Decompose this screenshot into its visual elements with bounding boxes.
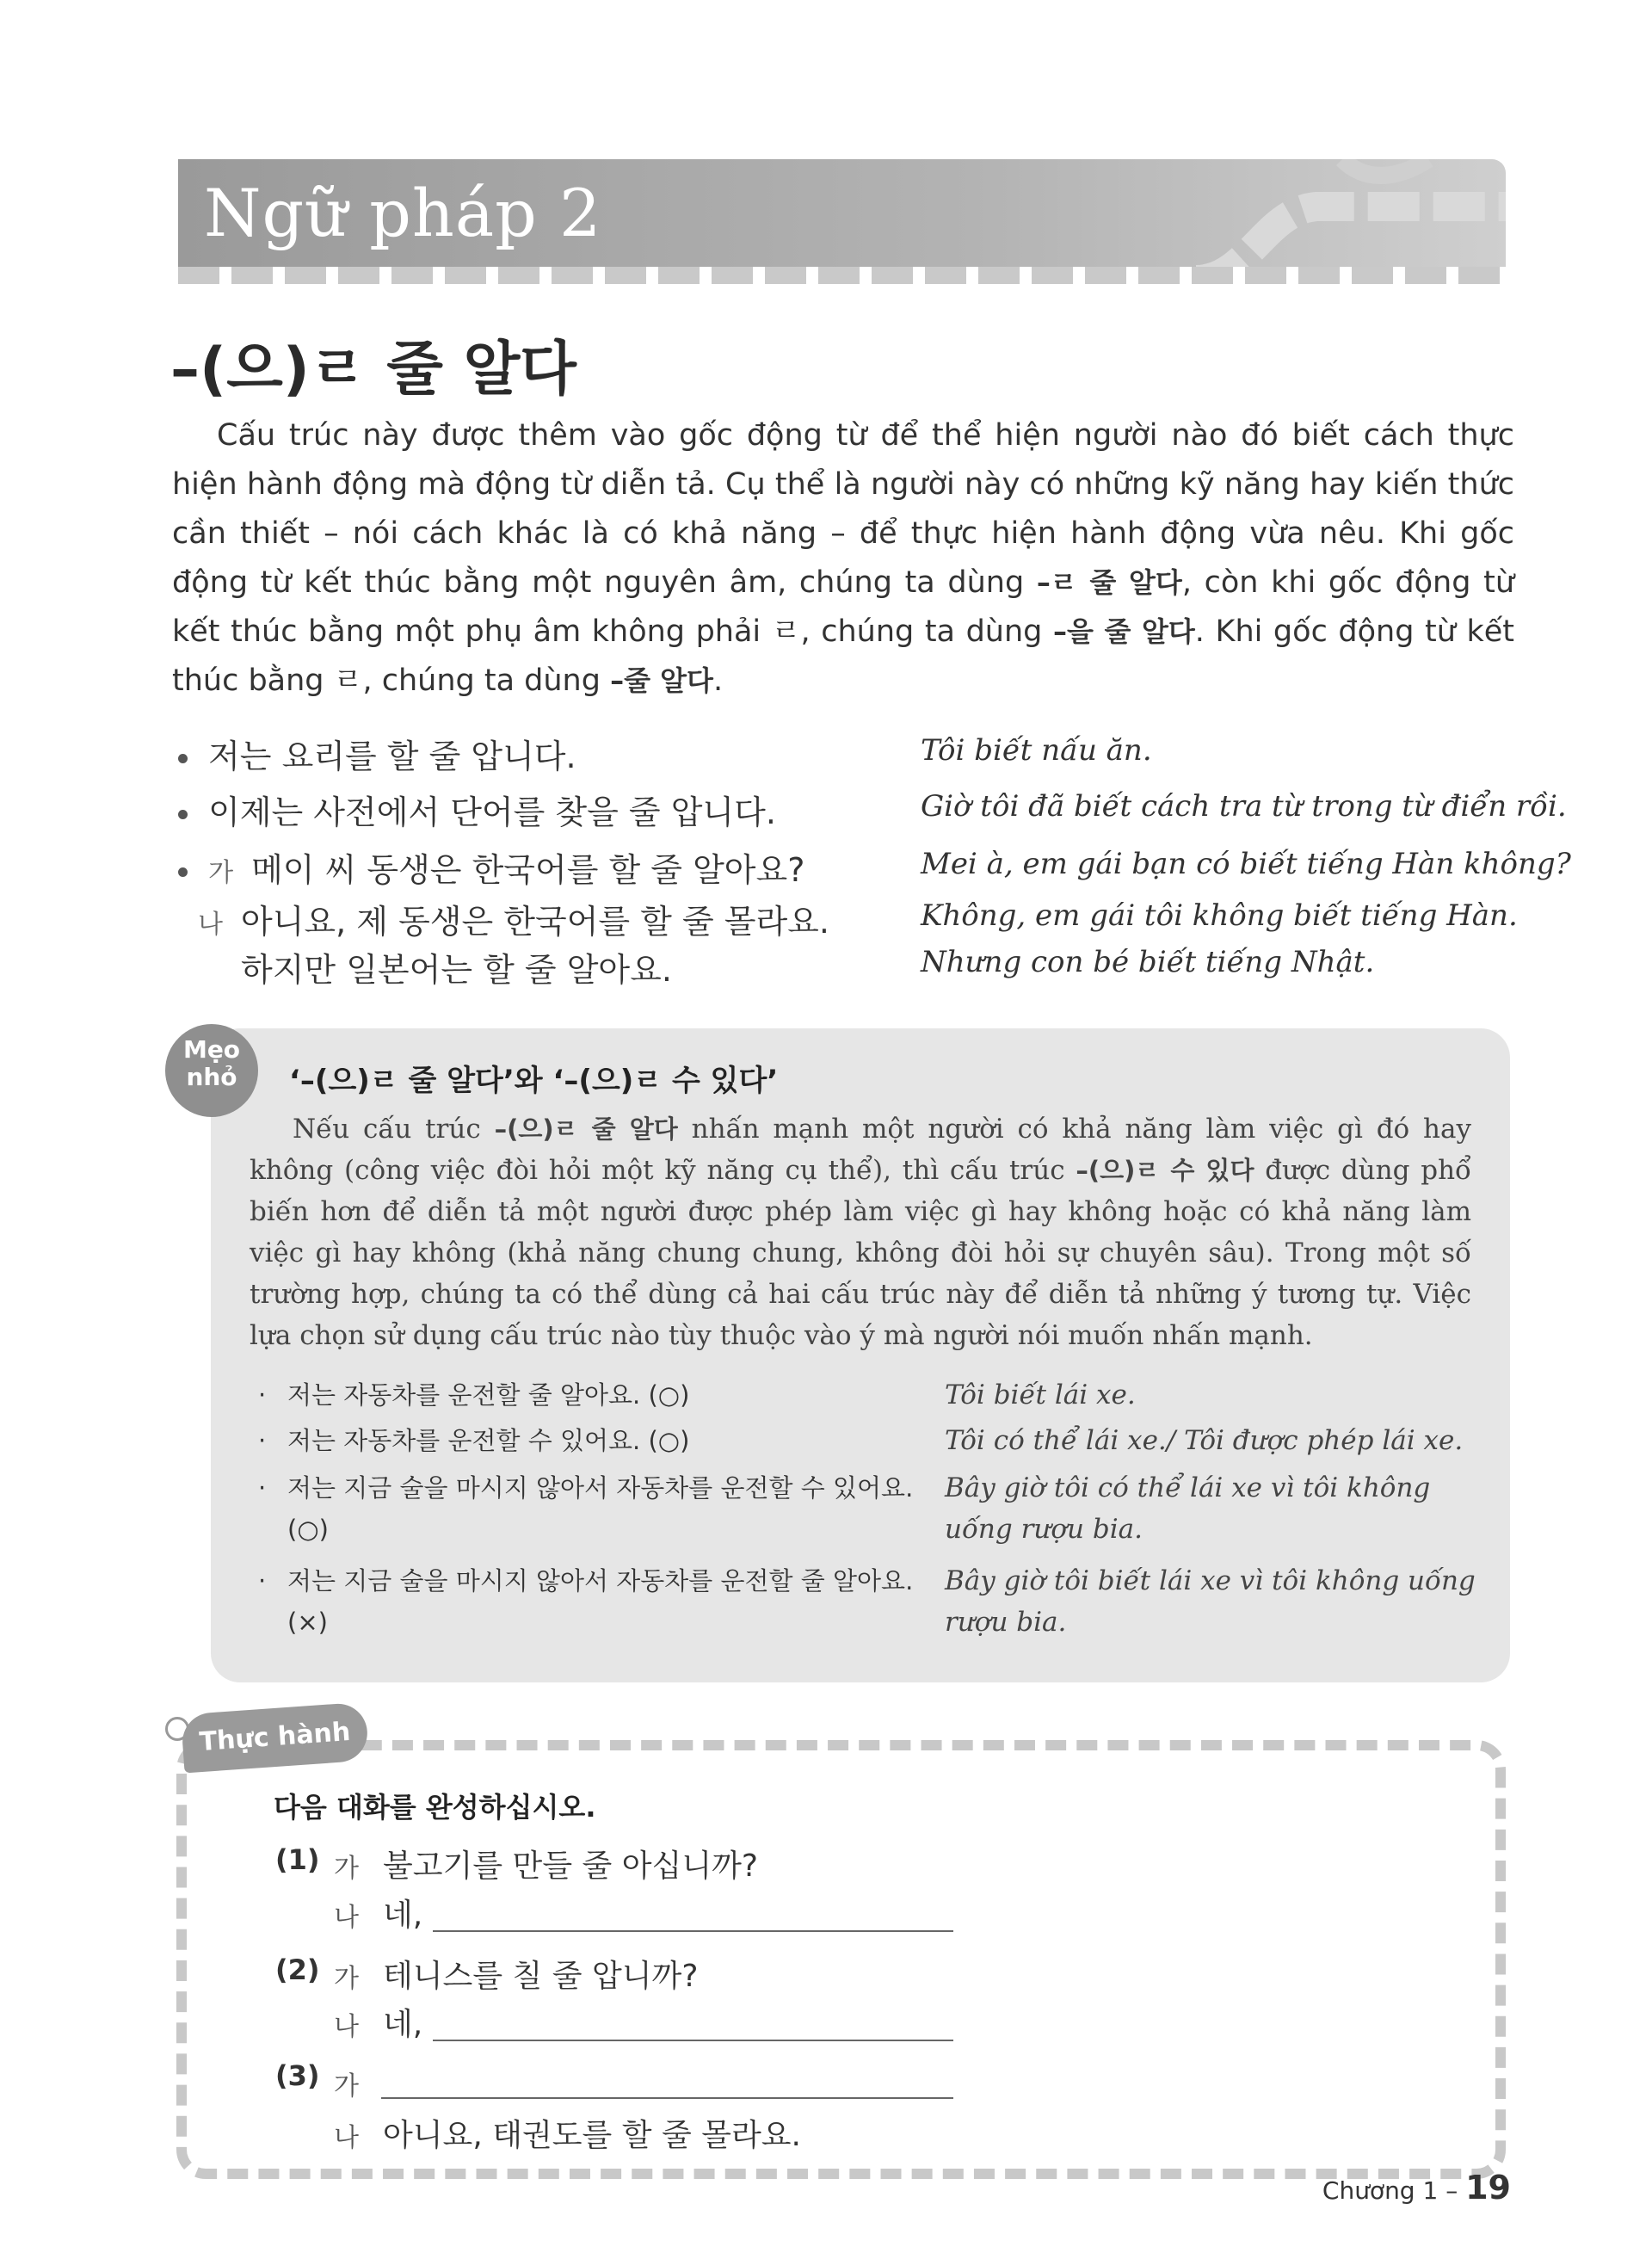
- question-blank[interactable]: [381, 2097, 953, 2099]
- example-ko: 저는 요리를 할 줄 압니다.: [208, 738, 576, 775]
- tip-example-3-translation: Bây giờ tôi có thể lái xe vì tôi không uống rượu bia.: [945, 1472, 1431, 1545]
- intro-text-3: . Khi gốc động từ kết thúc bằng ㄹ, chúng ta dùng: [172, 614, 1514, 698]
- example-3-translation: Mei à, em gái bạn có biết tiếng Hàn không?: [921, 847, 1571, 881]
- practice-answer-prefix: 네,: [383, 2007, 423, 2042]
- chapter-label: Chương 1 –: [1322, 2176, 1458, 2205]
- speaker-na: 나: [198, 910, 223, 940]
- example-1-translation: Tôi biết nấu ăn.: [921, 733, 1152, 768]
- speaker-ga: 가: [334, 2071, 359, 2102]
- section-banner: [178, 159, 1506, 284]
- example-4: [198, 895, 829, 942]
- tip-body-text-3: được dùng phổ biến hơn để diễn tả một người được phép làm việc gì hay không hoặc có khả năng làm việc gì hay không (khả năng chung chung, không đòi hỏi sự chuyên sâu). Trong một số trường hợp, chúng ta có thể dùng cả hai cấu trúc này để diễn tả những ý tương tự. Việc lựa chọn sử dụng cấu trúc nào tùy thuộc vào ý mà người nói muốn nhấn mạnh.: [250, 1155, 1472, 1351]
- section-title: Ngữ pháp 2: [204, 175, 602, 251]
- answer-blank[interactable]: [433, 2040, 953, 2041]
- example-ko: 아니요, 제 동생은 한국어를 할 줄 몰라요.: [241, 903, 829, 941]
- example-2-translation: Giờ tôi đã biết cách tra từ trong từ điển rồi.: [921, 789, 1567, 824]
- answer-blank[interactable]: [433, 1930, 953, 1932]
- tip-body-text-2: nhấn mạnh một người có khả năng làm việc gì đó hay không (công việc đòi hỏi một kỹ năng cụ thể), thì cấu trúc: [250, 1114, 1471, 1186]
- practice-question: 테니스를 칠 줄 압니까?: [383, 1959, 699, 1994]
- tip-example-3: · 저는 지금 술을 마시지 않아서 자동차를 운전할 수 있어요. (○): [258, 1467, 950, 1550]
- tip-badge-line2: nhỏ: [186, 1063, 237, 1091]
- example-5-translation: Nhưng con bé biết tiếng Nhật.: [921, 945, 1375, 979]
- practice-number: (1): [275, 1843, 320, 1876]
- example-ko: 이제는 사전에서 단어를 찾을 줄 압니다.: [208, 793, 776, 831]
- banner-stripe: [178, 267, 1506, 284]
- intro-text-2: , còn khi gốc động từ kết thúc bằng một phụ âm không phải ㄹ, chúng ta dùng: [172, 565, 1515, 649]
- practice-instruction: 다음 대화를 완성하십시오.: [274, 1791, 596, 1824]
- tip-example-1: · 저는 자동차를 운전할 줄 알아요. (○): [258, 1374, 950, 1416]
- speaker-na: 나: [334, 1903, 359, 1933]
- tip-body-form-1: –(으)ㄹ 줄 알다: [494, 1114, 678, 1144]
- practice-question: 불고기를 만들 줄 아십니까?: [383, 1849, 758, 1884]
- tip-example-2-translation: Tôi có thể lái xe./ Tôi được phép lái xe.: [945, 1425, 1464, 1456]
- tip-example-ko: 저는 자동차를 운전할 줄 알아요. (○): [287, 1380, 690, 1410]
- example-ko: 메이 씨 동생은 한국어를 할 줄 알아요?: [251, 851, 805, 889]
- tip-example-ko: 저는 자동차를 운전할 수 있어요. (○): [287, 1426, 690, 1455]
- speaker-na: 나: [334, 2012, 359, 2042]
- bullet-icon: [172, 756, 198, 768]
- tip-example-1-translation: Tôi biết lái xe.: [945, 1379, 1136, 1410]
- practice-number: (3): [275, 2059, 320, 2092]
- tip-example-2: · 저는 자동차를 운전할 수 있어요. (○): [258, 1420, 950, 1461]
- tip-example-ko: 저는 지금 술을 마시지 않아서 자동차를 운전할 줄 알아요. (×): [287, 1566, 914, 1637]
- tip-example-4-translation: Bây giờ tôi biết lái xe vì tôi không uống rượu bia.: [945, 1565, 1476, 1638]
- speaker-ga: 가: [208, 858, 234, 888]
- practice-number: (2): [275, 1953, 320, 1986]
- speaker-ga: 가: [334, 1964, 359, 1994]
- example-1: [172, 730, 576, 777]
- tip-body: [250, 1108, 1471, 1356]
- page-number: 19: [1465, 2169, 1511, 2207]
- tip-badge-line1: Mẹo: [182, 1035, 241, 1064]
- tip-example-4: · 저는 지금 술을 마시지 않아서 자동차를 운전할 줄 알아요. (×): [258, 1560, 950, 1643]
- example-2: [172, 786, 776, 833]
- grammar-heading: –(으)ㄹ 줄 알다: [170, 336, 576, 404]
- tip-example-ko: 저는 지금 술을 마시지 않아서 자동차를 운전할 수 있어요. (○): [287, 1473, 914, 1544]
- tip-body-form-2: –(으)ㄹ 수 있다: [1076, 1156, 1254, 1185]
- speaker-ga: 가: [334, 1854, 359, 1884]
- intro-form-3: –줄 알다: [610, 664, 713, 697]
- example-3: [172, 843, 804, 891]
- bullet-icon: [172, 812, 198, 824]
- practice-tab: Thực hành: [181, 1702, 369, 1774]
- intro-form-2: –을 줄 알다: [1052, 615, 1195, 648]
- intro-form-1: –ㄹ 줄 알다: [1036, 566, 1182, 599]
- page-footer: [1322, 2169, 1511, 2207]
- example-4-translation: Không, em gái tôi không biết tiếng Hàn.: [921, 898, 1518, 933]
- intro-text-1: Cấu trúc này được thêm vào gốc động từ để thể hiện người nào đó biết cách thực hiện hành động mà động từ diễn tả. Cụ thể là người này có những kỹ năng hay kiến thức cần thiết – nói cách khác là có khả năng – để thực hiện hành động vừa nêu. Khi gốc động từ kết thúc bằng một nguyên âm, chúng ta dùng: [172, 418, 1514, 600]
- tip-body-text-1: Nếu cấu trúc: [293, 1114, 495, 1145]
- practice-answer: 아니요, 태권도를 할 줄 몰라요.: [383, 2118, 801, 2153]
- tip-badge: [165, 1024, 258, 1117]
- example-5: [241, 943, 672, 991]
- intro-text-4: .: [712, 664, 724, 698]
- practice-answer-prefix: 네,: [383, 1898, 423, 1933]
- tip-title: ‘–(으)ㄹ 줄 알다’와 ‘–(으)ㄹ 수 있다’: [289, 1064, 779, 1098]
- example-ko: 하지만 일본어는 할 줄 알아요.: [241, 951, 672, 989]
- grammar-intro: [172, 411, 1514, 706]
- bullet-icon: [172, 869, 198, 881]
- banner-decoration: [1144, 159, 1506, 284]
- speaker-na: 나: [334, 2123, 359, 2153]
